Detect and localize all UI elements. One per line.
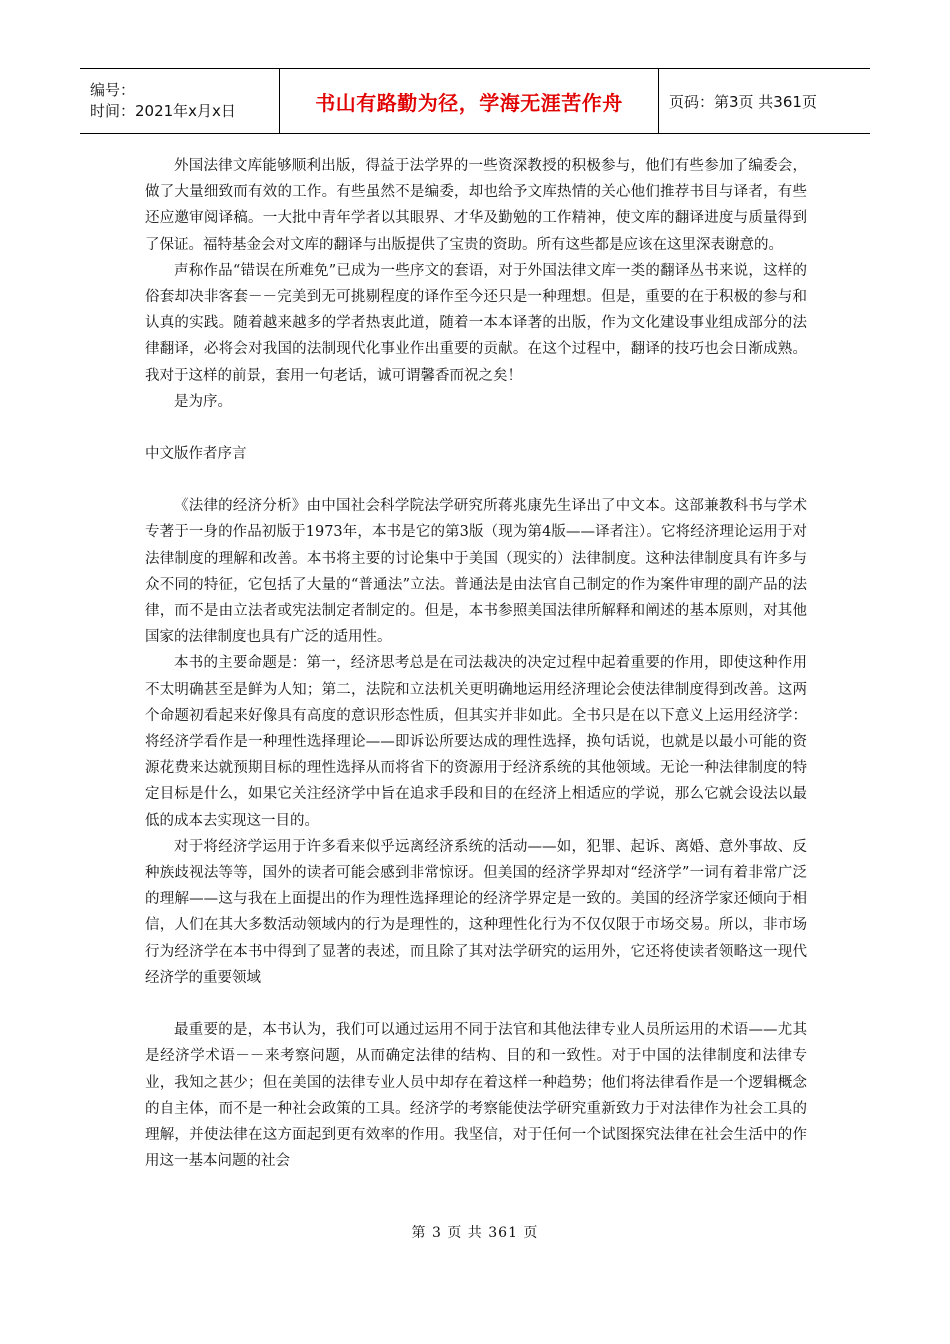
section-title: 中文版作者序言	[145, 446, 247, 463]
paragraph: 外国法律文库能够顺利出版，得益于法学界的一些资深教授的积极参与，他们有些参加了编委会，做了大量细致而有效的工作。有些虽然不是编委，却也给予文库热情的关心他们推荐书目与译者，有些还应邀审阅译稿。一大批中青年学者以其眼界、才华及勤勉的工作精神，使文库的翻译进度与质量得到了保证。福特基金会对文库的翻译与出版提供了宝贵的资助。所有这些都是应该在这里深表谢意的。	[145, 158, 807, 253]
header-motto: 书山有路勤为径，学海无涯苦作舟	[315, 90, 623, 115]
paragraph: 对于将经济学运用于许多看来似乎远离经济系统的活动——如，犯罪、起诉、离婚、意外事故、反种族歧视法等等，国外的读者可能会感到非常惊讶。但美国的经济学界却对“经济学”一词有着非常广泛的理解——这与我在上面提出的作为理性选择理论的经济学界定是一致的。美国的经济学家还倾向于相信，人们在其大多数活动领域内的行为是理性的，这种理性化行为不仅仅限于市场交易。所以，非市场行为经济学在本书中得到了显著的表述，而且除了其对法学研究的运用外，它还将使读者领略这一现代经济学的重要领域	[145, 838, 807, 986]
paragraph: 声称作品“错误在所难免”已成为一些序文的套语，对于外国法律文库一类的翻译丛书来说，这样的俗套却决非客套－－完美到无可挑剔程度的译作至今还只是一种理想。但是，重要的在于积极的参与和认真的实践。随着越来越多的学者热衷此道，随着一本本译著的出版，作为文化建设事业组成部分的法律翻译，必将会对我国的法制现代化事业作出重要的贡献。在这个过程中，翻译的技巧也会日渐成熟。我对于这样的前景，套用一句老话，诚可谓馨香而祝之矣！	[145, 262, 807, 384]
header-meta	[80, 69, 280, 133]
page-footer: 第 3 页 共 361 页	[411, 1225, 539, 1241]
header-motto-cell	[280, 69, 659, 133]
paragraph: 最重要的是，本书认为，我们可以通过运用不同于法官和其他法律专业人员所运用的术语——尤其是经济学术语－－来考察问题，从而确定法律的结构、目的和一致性。对于中国的法律制度和法律专业，我知之甚少；但在美国的法律专业人员中却存在着这样一种趋势；他们将法律看作是一个逻辑概念的自主体，而不是一种社会政策的工具。经济学的考察能使法学研究重新致力于对法律作为社会工具的理解，并使法律在这方面起到更有效率的作用。我坚信，对于任何一个试图探究法律在社会生活中的作用这一基本问题的社会	[145, 1022, 807, 1170]
header-page-info-cell	[659, 69, 870, 133]
document-number-label: 编号：	[90, 81, 136, 99]
page-header	[80, 68, 870, 134]
paragraph: 本书的主要命题是：第一，经济思考总是在司法裁决的决定过程中起着重要的作用，即使这种作用不太明确甚至是鲜为人知；第二，法院和立法机关更明确地运用经济理论会使法律制度得到改善。这两个命题初看起来好像具有高度的意识形态性质，但其实并非如此。全书只是在以下意义上运用经济学：将经济学看作是一种理性选择理论——即诉讼所要达成的理性选择，换句话说，也就是以最小可能的资源花费来达就预期目标的理性选择从而将省下的资源用于经济系统的其他领域。无论一种法律制度的特定目标是什么，如果它关注经济学中旨在追求手段和目的在经济上相适应的学说，那么它就会设法以最低的成本去实现这一目的。	[145, 655, 807, 829]
paragraph: 《法律的经济分析》由中国社会科学院法学研究所蒋兆康先生译出了中文本。这部兼教科书与学术专著于一身的作品初版于1973年，本书是它的第3版（现为第4版——译者注）。它将经济理论运用于对法律制度的理解和改善。本书将主要的讨论集中于美国（现实的）法律制度。这种法律制度具有许多与众不同的特征，它包括了大量的“普通法”立法。普通法是由法官自己制定的作为案件审理的副产品的法律，而不是由立法者或宪法制定者制定的。但是，本书参照美国法律所解释和阐述的基本原则，对其他国家的法律制度也具有广泛的适用性。	[145, 498, 807, 646]
header-page-info: 页码：第3页 共361页	[669, 92, 817, 111]
paragraph-gap	[145, 991, 807, 1017]
document-body	[145, 153, 807, 1174]
paragraph: 是为序。	[174, 393, 232, 410]
document-date-label: 时间：2021年x月x日	[90, 102, 236, 120]
